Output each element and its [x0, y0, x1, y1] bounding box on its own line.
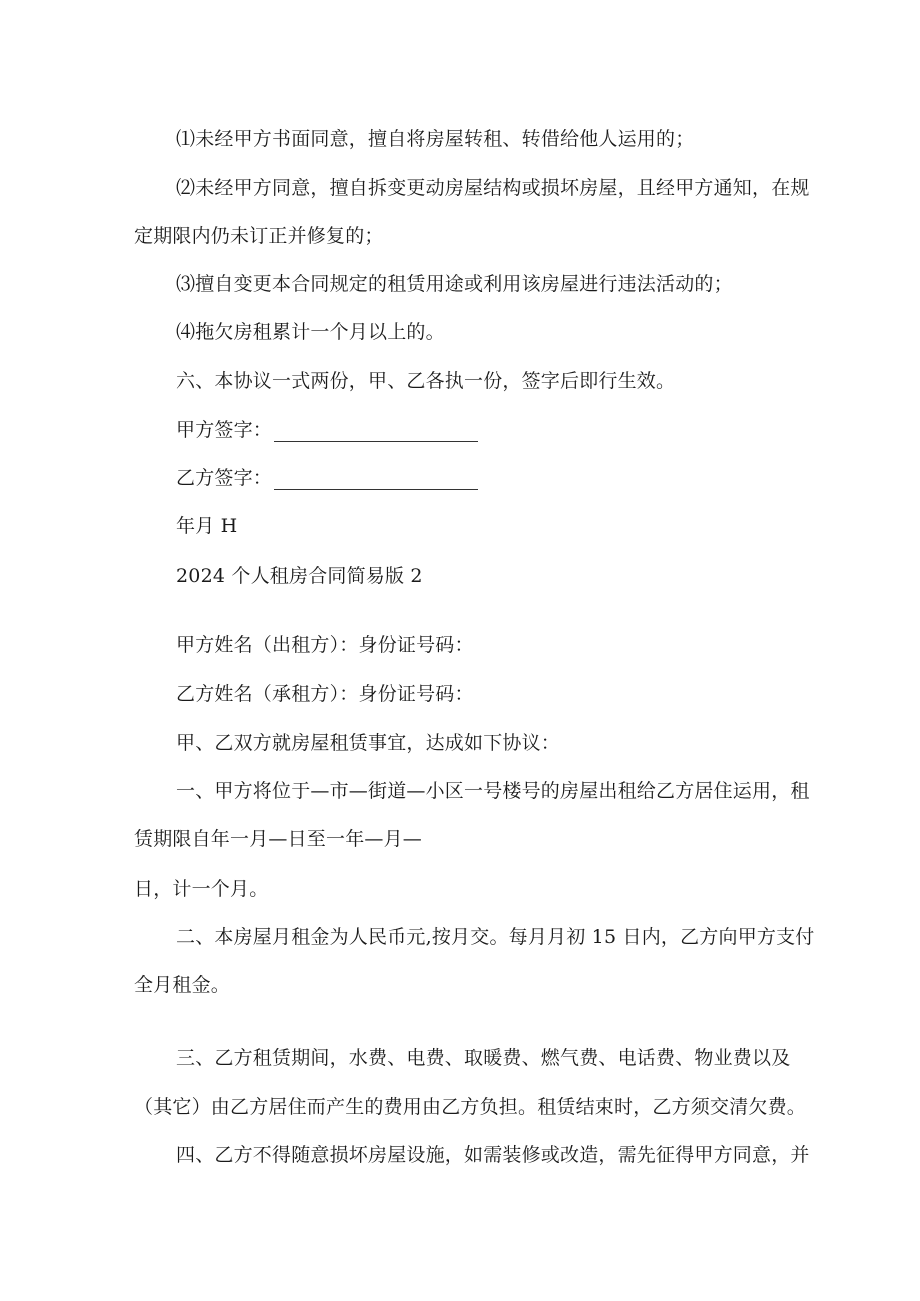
termination-item-2-cont: 定期限内仍未订正并修复的；: [134, 225, 384, 247]
clause-four-line-1: 四、乙方不得随意损坏房屋设施，如需装修或改造，需先征得甲方同意，并: [176, 1144, 810, 1166]
clause-one-line-1: 一、甲方将位于—市—街道—小区一号楼号的房屋出租给乙方居住运用，租: [176, 780, 810, 802]
party-a-signature-label: 甲方签字：: [176, 419, 273, 441]
party-b-signature-label: 乙方签字：: [176, 467, 273, 489]
party-a-name: 甲方姓名（出租方）：身份证号码：: [176, 634, 474, 656]
clause-one-line-2: 赁期限自年一月—日至一年—月—: [134, 828, 423, 850]
date-line: 年月 H: [176, 515, 238, 537]
party-a-signature-line: [274, 423, 478, 442]
termination-item-3: ⑶擅自变更本合同规定的租赁用途或利用该房屋进行违法活动的；: [176, 273, 733, 295]
agreement-intro: 甲、乙双方就房屋租赁事宜，达成如下协议：: [176, 732, 561, 754]
clause-three-line-2: （其它）由乙方居住而产生的费用由乙方负担。租赁结束时，乙方须交清欠费。: [134, 1096, 807, 1118]
party-b-signature-line: [274, 471, 478, 490]
party-b-name: 乙方姓名（承租方）：身份证号码：: [176, 683, 474, 705]
clause-one-line-3: 日，计一个月。: [134, 878, 269, 900]
clause-three-line-1: 三、乙方租赁期间，水费、电费、取暖费、燃气费、电话费、物业费以及: [176, 1047, 791, 1069]
clause-two-line-1: 二、本房屋月租金为人民币元,按月交。每月月初 15 日内，乙方向甲方支付: [176, 926, 815, 948]
party-b-signature: [176, 466, 478, 490]
termination-item-4: ⑷拖欠房租累计一个月以上的。: [176, 321, 445, 343]
document-title: 2024 个人租房合同简易版 2: [176, 565, 423, 587]
clause-six: 六、本协议一式两份，甲、乙各执一份，签字后即行生效。: [176, 370, 676, 392]
party-a-signature: [176, 418, 478, 442]
termination-item-2: ⑵未经甲方同意，擅自拆变更动房屋结构或损坏房屋，且经甲方通知，在规: [176, 177, 810, 199]
termination-item-1: ⑴未经甲方书面同意，擅自将房屋转租、转借给他人运用的；: [176, 128, 695, 150]
clause-two-line-2: 全月租金。: [134, 974, 231, 996]
